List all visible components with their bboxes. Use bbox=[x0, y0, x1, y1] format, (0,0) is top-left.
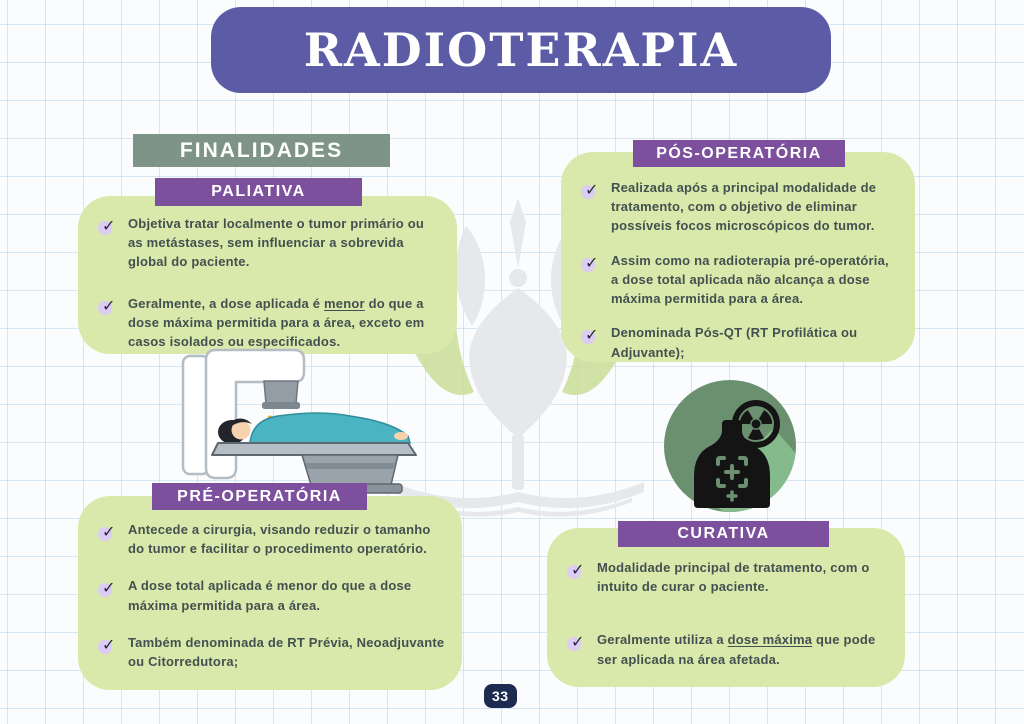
bullet-item bbox=[100, 633, 446, 671]
bullet-text: Também denominada de RT Prévia, Neoadjuvante ou Citorredutora; bbox=[128, 634, 445, 670]
bullet-list bbox=[78, 496, 462, 671]
bullet-item bbox=[583, 178, 899, 236]
emitter-head bbox=[264, 381, 298, 404]
bullet-item bbox=[583, 251, 899, 309]
bullet-text: Geralmente, a dose aplicada é menor do que a dose máxima permitida para a área, exceto em casos isolados ou especificados. bbox=[128, 295, 425, 350]
bullet-text: Assim como na radioterapia pré-operatória, a dose total aplicada não alcança a dose máxima permitida para a área. bbox=[611, 252, 889, 307]
bullet-text: Objetiva tratar localmente o tumor primário ou as metástases, sem influenciar a sobrevida global do paciente. bbox=[128, 216, 424, 270]
checkmark-icon: ✓ bbox=[571, 630, 585, 654]
title-banner bbox=[211, 7, 831, 93]
section-heading-finalidades: FINALIDADES bbox=[133, 134, 390, 167]
card-pre-operatoria bbox=[78, 496, 462, 690]
checkmark-icon: ✓ bbox=[585, 251, 599, 275]
bullet-text: Geralmente utiliza a dose máxima que pode ser aplicada na área afetada. bbox=[597, 632, 876, 667]
checkmark-icon: ✓ bbox=[585, 323, 599, 347]
bullet-item bbox=[569, 558, 889, 596]
radiation-target-icon bbox=[664, 380, 796, 512]
bullet-item bbox=[583, 323, 899, 361]
checkmark-icon: ✓ bbox=[585, 178, 599, 202]
bullet-item bbox=[569, 630, 889, 668]
checkmark-icon: ✓ bbox=[102, 294, 116, 318]
checkmark-icon: ✓ bbox=[102, 214, 116, 238]
bullet-text: Modalidade principal de tratamento, com o intuito de curar o paciente. bbox=[597, 560, 870, 595]
bullet-item bbox=[100, 214, 441, 272]
bullet-item bbox=[100, 520, 446, 558]
card-header-paliativa: PALIATIVA bbox=[155, 178, 362, 206]
card-header-pos-operatoria: PÓS-OPERATÓRIA bbox=[633, 140, 845, 167]
card-paliativa bbox=[78, 196, 457, 354]
card-pos-operatoria bbox=[561, 152, 915, 362]
card-header-curativa: CURATIVA bbox=[618, 521, 829, 547]
bullet-list bbox=[561, 152, 915, 362]
checkmark-icon: ✓ bbox=[102, 633, 116, 657]
checkmark-icon: ✓ bbox=[102, 576, 116, 600]
bullet-text: Realizada após a principal modalidade de tratamento, com o objetivo de eliminar possíveis focos microscópicos do tumor. bbox=[611, 180, 877, 234]
bullet-list bbox=[78, 196, 457, 351]
bullet-item bbox=[100, 576, 446, 614]
bullet-item bbox=[100, 294, 441, 352]
bullet-text: A dose total aplicada é menor do que a dose máxima permitida para a área. bbox=[128, 578, 412, 613]
bullet-text: Denominada Pós-QT (RT Profilática ou Adjuvante); bbox=[611, 325, 858, 360]
page-title: RADIOTERAPIA bbox=[303, 23, 739, 77]
bullet-text: Antecede a cirurgia, visando reduzir o tamanho do tumor e facilitar o procedimento operatório. bbox=[128, 522, 431, 557]
card-header-pre-operatoria: PRÉ-OPERATÓRIA bbox=[152, 483, 367, 510]
bullet-list bbox=[547, 528, 905, 669]
patient bbox=[218, 413, 410, 444]
radiotherapy-machine-illustration bbox=[170, 348, 420, 494]
checkmark-icon: ✓ bbox=[102, 520, 116, 544]
card-curativa bbox=[547, 528, 905, 687]
checkmark-icon: ✓ bbox=[571, 558, 585, 582]
page-number-badge: 33 bbox=[484, 684, 517, 708]
